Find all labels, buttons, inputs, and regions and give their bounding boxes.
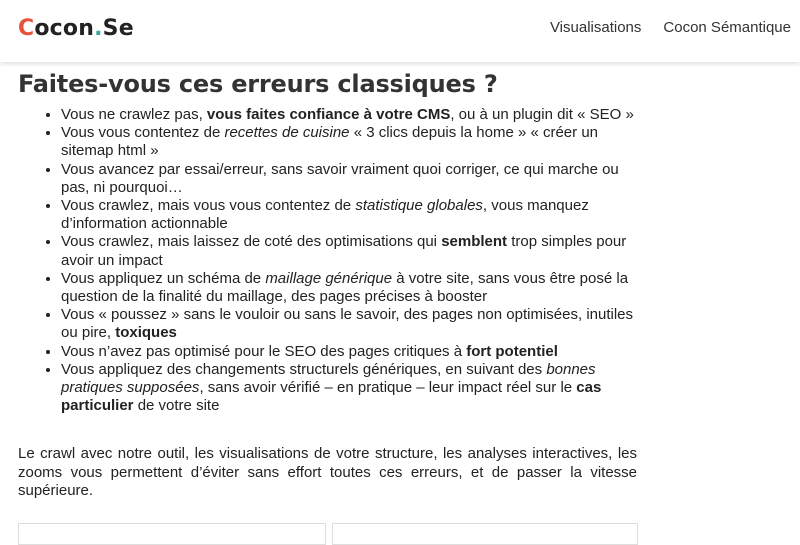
error-list-item — [61, 361, 643, 416]
error-list-item — [61, 270, 643, 306]
text-segment: à votre site, sans vous être posé la question de la finalité du maillage, des pages précises à booster — [61, 269, 629, 306]
page-title: Faites-vous ces erreurs classiques ? — [18, 70, 498, 98]
error-list-item — [61, 197, 643, 233]
logo-letter-c: C — [18, 16, 35, 41]
text-segment: Vous avancez par essai/erreur, sans savoir vraiment quoi corriger, ce qui marche ou pas, ni pourquoi… — [61, 160, 619, 196]
text-segment: Vous « poussez » sans le vouloir ou sans le savoir, des pages non optimisées, inutiles ou pire, — [61, 306, 634, 342]
bold-text: vous faites confiance à votre CMS — [206, 106, 451, 123]
logo-dot: . — [94, 16, 103, 41]
italic-text: maillage générique — [265, 269, 393, 287]
error-list-item — [61, 233, 643, 269]
main-nav — [528, 19, 791, 36]
text-segment: de votre site — [133, 397, 220, 415]
text-segment: Vous appliquez un schéma de — [61, 269, 266, 287]
text-segment: , sans avoir vérifié – en pratique – leur impact réel sur le — [199, 379, 577, 397]
main-content — [18, 70, 643, 501]
nav-link-visualisations[interactable]: Visualisations — [549, 19, 642, 36]
bold-text: fort potentiel — [466, 342, 558, 360]
logo-text-se: Se — [102, 16, 134, 41]
text-segment: , vous manquez d’information actionnable — [61, 197, 589, 233]
error-list-item — [61, 106, 643, 124]
text-segment: trop simples pour avoir un impact — [61, 233, 627, 269]
feature-card-right — [332, 523, 638, 545]
outro-paragraph: Le crawl avec notre outil, les visualisations de votre structure, les analyses interactives, les zooms vous permettent d’éviter sans effort toutes ces erreurs, et de passer la vitesse supérieure. — [18, 445, 637, 500]
italic-text: recettes de cuisine — [224, 124, 350, 142]
text-segment: Vous ne crawlez pas, — [61, 106, 207, 123]
error-list-item — [61, 306, 643, 342]
error-list — [18, 106, 643, 415]
text-segment: Vous crawlez, mais laissez de coté des optimisations qui — [61, 233, 442, 251]
error-list-item — [61, 161, 643, 197]
text-segment: « 3 clics depuis la home » « créer un sitemap html » — [61, 124, 598, 160]
text-segment: Vous crawlez, mais vous vous contentez de — [61, 197, 356, 215]
feature-card-left — [18, 523, 326, 545]
error-list-item — [61, 124, 643, 160]
bold-text: semblent — [441, 233, 508, 251]
error-list-item — [61, 343, 643, 361]
bold-text: toxiques — [115, 324, 177, 342]
text-segment: Vous n’avez pas optimisé pour le SEO des pages critiques à — [61, 342, 467, 360]
site-logo[interactable] — [18, 16, 134, 41]
italic-text: bonnes pratiques supposées — [61, 360, 596, 397]
logo-text-ocon: ocon — [34, 16, 95, 41]
text-segment: Vous vous contentez de — [61, 124, 225, 142]
text-segment: , ou à un plugin dit « SEO » — [450, 106, 634, 123]
italic-text: statistique globales — [355, 197, 483, 215]
bold-text: cas particulier — [61, 379, 602, 415]
text-segment: Vous appliquez des changements structurels génériques, en suivant des — [61, 360, 547, 378]
nav-link-cocon-semantique[interactable]: Cocon Sémantique — [663, 19, 791, 36]
site-header — [0, 0, 800, 62]
